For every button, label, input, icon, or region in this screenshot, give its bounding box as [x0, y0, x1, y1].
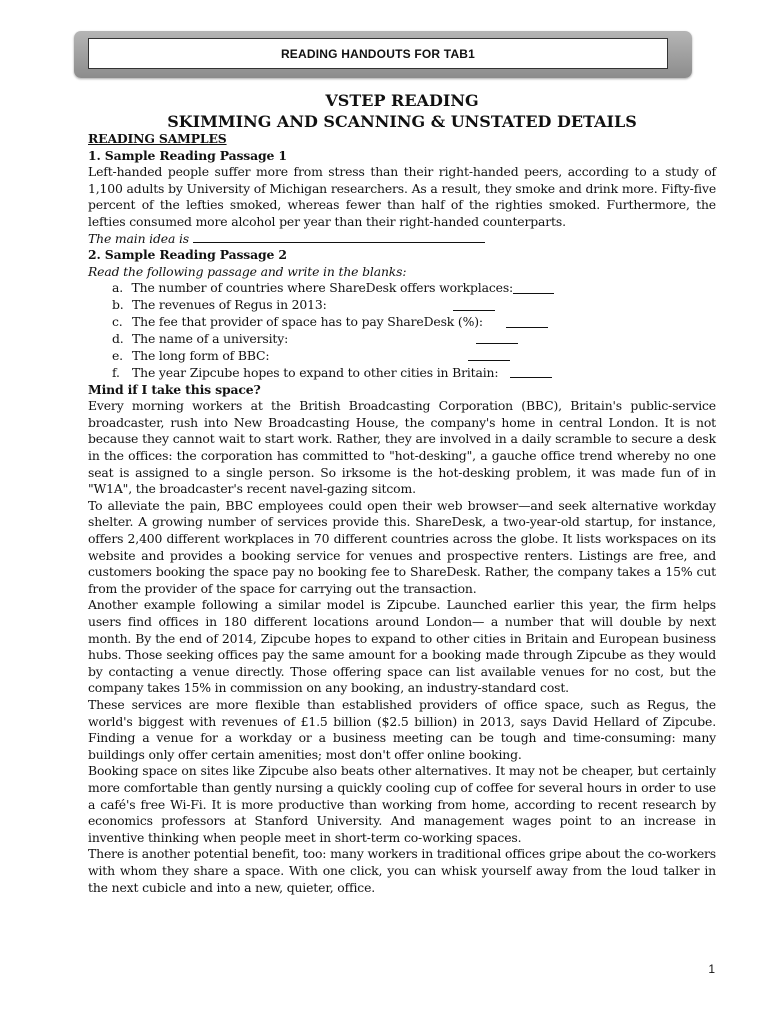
article-paragraph: Every morning workers at the British Broadcasting Corporation (BBC), Britain's public-service broadcaster, rush into New Broadcasting House, the company's home in central London. It is not because they cannot wait to start work. Rather, they are involved in a daily scramble to secure a desk in the offices: the corporation has committed to "hot-desking", a gauche office trend whereby no one seat is assigned to a single person. So irksome is the hot-desking problem, it was made fun of in "W1A", the broadcaster's recent navel-gazing sitcom.: [88, 398, 716, 497]
question-letter: b.: [112, 297, 124, 313]
answer-blank[interactable]: [468, 351, 510, 361]
question-item: [88, 331, 518, 348]
question-list: [88, 280, 716, 381]
question-item: [88, 314, 548, 331]
question-letter: f.: [112, 364, 120, 380]
question-item: [88, 365, 552, 382]
question-text: The revenues of Regus in 2013:: [132, 297, 327, 313]
samples-heading: READING SAMPLES: [88, 131, 227, 146]
main-idea-blank[interactable]: [193, 232, 485, 243]
passage1-text: Left-handed people suffer more from stress than their right-handed peers, according to a study of 1,100 adults by University of Michigan researchers. As a result, they smoke and drink more. Fifty-five percent of the lefties smoked, whereas fewer than half of the righties smoked. Furthermore, the lefties consumed more alcohol per year than their right-handed counterparts.: [88, 164, 716, 229]
header-title: READING HANDOUTS FOR TAB1: [88, 38, 668, 69]
article-paragraph: These services are more flexible than established providers of office space, such as Regus, the world's biggest with revenues of £1.5 billion ($2.5 billion) in 2013, says David Hellard of Zipcube. Finding a venue for a workday or a business meeting can be tough and time-consuming: many buildings only offer certain amenities; most don't offer online booking.: [88, 696, 716, 762]
answer-blank[interactable]: [506, 318, 548, 328]
question-item: [88, 348, 510, 365]
answer-blank[interactable]: [510, 368, 552, 378]
passage2-instruction: Read the following passage and write in the blanks:: [88, 263, 407, 279]
question-text: The name of a university:: [132, 331, 289, 347]
main-idea-row: [88, 231, 716, 248]
question-letter: d.: [112, 331, 124, 347]
question-letter: e.: [112, 348, 123, 364]
document-body: [88, 131, 716, 896]
article-paragraph: Booking space on sites like Zipcube also beats other alternatives. It may not be cheaper, but certainly more comfortable than gently nursing a quickly cooling cup of coffee for several hours in order to use a café's free Wi-Fi. It is more productive than working from home, according to recent research by economics professors at Stanford University. And management wages point to an increase in inventive thinking when people meet in short-term co-working spaces.: [88, 763, 716, 845]
question-text: The fee that provider of space has to pay ShareDesk (%):: [132, 314, 483, 330]
answer-blank[interactable]: [476, 334, 518, 344]
article-paragraph: Another example following a similar model is Zipcube. Launched earlier this year, the firm helps users find offices in 180 different locations around London— a number that will double by next month. By the end of 2014, Zipcube hopes to expand to other cities in Britain and European business hubs. Those seeking offices pay the same amount for a booking made through Zipcube as they would by contacting a venue directly. Those offering space can list available venues for no cost, but the company takes 15% in commission on any booking, an industry-standard cost.: [88, 597, 716, 696]
question-item: [88, 297, 495, 314]
main-title: VSTEP READING: [325, 91, 479, 110]
passage1-heading: 1. Sample Reading Passage 1: [88, 147, 287, 163]
title-block: [88, 90, 716, 132]
question-text: The long form of BBC:: [132, 348, 270, 364]
question-item: [88, 280, 554, 297]
question-text: The year Zipcube hopes to expand to other cities in Britain:: [132, 364, 499, 380]
article-paragraph: To alleviate the pain, BBC employees could open their web browser—and seek alternative workday shelter. A growing number of services provide this. ShareDesk, a two-year-old startup, for instance, offers 2,400 different workplaces in 70 different countries across the globe. It lists workspaces on its website and provides a booking service for venues and prospective renters. Listings are free, and customers booking the space pay no booking fee to ShareDesk. Rather, the company takes a 15% cut from the provider of the space for carrying out the transaction.: [88, 497, 716, 596]
article-title: Mind if I take this space?: [88, 381, 261, 397]
question-letter: a.: [112, 280, 124, 296]
answer-blank[interactable]: [453, 301, 495, 311]
sub-title: SKIMMING AND SCANNING & UNSTATED DETAILS: [167, 112, 637, 131]
article-paragraph: There is another potential benefit, too: many workers in traditional offices gripe about the co-workers with whom they share a space. With one click, you can whisk yourself away from the loud talker in the next cubicle and into a new, quieter, office.: [88, 846, 716, 895]
answer-blank[interactable]: [513, 284, 554, 294]
question-text: The number of countries where ShareDesk offers workplaces:: [131, 280, 514, 296]
page-number: 1: [708, 962, 715, 976]
main-idea-label: The main idea is: [88, 230, 190, 246]
question-letter: c.: [112, 314, 123, 330]
passage2-heading: 2. Sample Reading Passage 2: [88, 247, 287, 263]
